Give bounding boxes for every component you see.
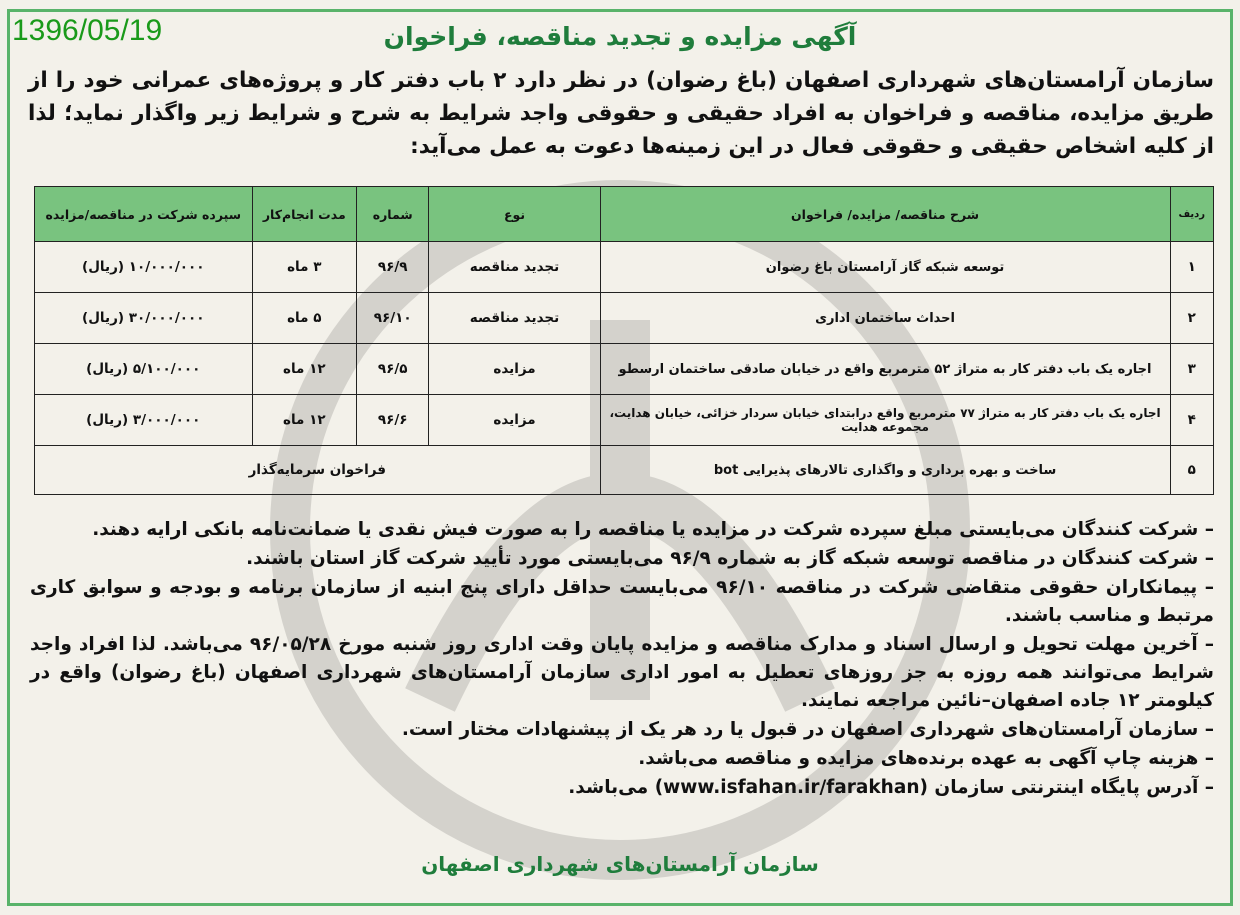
condition-item: – سازمان آرامستان‌های شهرداری اصفهان در قبول یا رد هر یک از پیشنهادات مختار است. — [401, 719, 1214, 740]
row-description: اجاره یک باب دفتر کار به متراژ ۷۷ مترمربع واقع درابتدای خیابان سردار خزائی، خیابان هدایت، مجموعه هدایت — [600, 395, 1170, 446]
condition-item: – شرکت کنندگان در مناقصه توسعه شبکه گاز به شماره ۹۶/۹ می‌بایستی مورد تأیید شرکت گاز استان باشند. — [246, 548, 1214, 569]
row-description: اجاره یک باب دفتر کار به متراژ ۵۲ مترمربع واقع در خیابان صادقی ساختمان ارسطو — [600, 344, 1170, 395]
row-number: ۴ — [1170, 395, 1214, 446]
header-row-number: ردیف — [1170, 187, 1214, 242]
row-description: ساخت و بهره برداری و واگذاری تالارهای پذیرایی bot — [600, 446, 1170, 495]
footer-organization: سازمان آرامستان‌های شهرداری اصفهان — [421, 852, 819, 876]
row-tender-number: ۹۶/۹ — [356, 242, 429, 293]
row-deposit: ۵/۱۰۰/۰۰۰ (ریال) — [35, 344, 253, 395]
date-stamp: 1396/05/19 — [12, 14, 163, 47]
condition-item: – آخرین مهلت تحویل و ارسال اسناد و مدارک مناقصه و مزایده پایان وقت اداری روز شنبه مورخ ۹۶/۰۵/۲۸ می‌باشد. لذا افراد واجد شرایط می‌توانند همه روزه به جز روزهای تعطیل به امور اداری سازمان آرامستان‌های شهرداری اصفهان (باغ رضوان) واقع در کیلومتر ۱۲ جاده اصفهان–نائین مراجعه نمایند. — [30, 634, 1214, 711]
table-row-investor-call — [35, 446, 1214, 495]
row-duration: ۱۲ ماه — [252, 395, 356, 446]
condition-item: – هزینه چاپ آگهی به عهده برنده‌های مزایده و مناقصه می‌باشد. — [638, 748, 1214, 769]
row-type: تجدید مناقصه — [429, 242, 600, 293]
row-type: مزایده — [429, 344, 600, 395]
table-row — [35, 293, 1214, 344]
row-duration: ۳ ماه — [252, 242, 356, 293]
row-deposit: ۱۰/۰۰۰/۰۰۰ (ریال) — [35, 242, 253, 293]
row-tender-number: ۹۶/۵ — [356, 344, 429, 395]
row-deposit: ۳۰/۰۰۰/۰۰۰ (ریال) — [35, 293, 253, 344]
row-number: ۳ — [1170, 344, 1214, 395]
table-row — [35, 344, 1214, 395]
row-number: ۵ — [1170, 446, 1214, 495]
ad-title: آگهی مزایده و تجدید مناقصه، فراخوان — [383, 22, 857, 51]
row-investor-call-note: فراخوان سرمایه‌گذار — [35, 446, 601, 495]
header-duration: مدت انجام‌کار — [252, 187, 356, 242]
condition-item: – پیمانکاران حقوقی متقاضی شرکت در مناقصه ۹۶/۱۰ می‌بایست حداقل دارای پنج ابنیه از سازمان برنامه و بودجه و سوابق کاری مرتبط و مناسب باشند. — [30, 577, 1214, 626]
conditions-list — [30, 516, 1214, 803]
items-table — [34, 186, 1214, 495]
condition-item: – شرکت کنندگان می‌بایستی مبلغ سپرده شرکت در مزایده یا مناقصه را به صورت فیش نقدی یا ضمانت‌نامه بانکی ارایه دهند. — [92, 519, 1214, 540]
row-number: ۱ — [1170, 242, 1214, 293]
row-deposit: ۳/۰۰۰/۰۰۰ (ریال) — [35, 395, 253, 446]
header-type: نوع — [429, 187, 600, 242]
row-number: ۲ — [1170, 293, 1214, 344]
row-type: تجدید مناقصه — [429, 293, 600, 344]
header-deposit: سپرده شرکت در مناقصه/مزایده — [35, 187, 253, 242]
row-description: احداث ساختمان اداری — [600, 293, 1170, 344]
table-row — [35, 395, 1214, 446]
row-description: توسعه شبکه گاز آرامستان باغ رضوان — [600, 242, 1170, 293]
condition-item-website: – آدرس پایگاه اینترنتی سازمان (www.isfahan.ir/farakhan) می‌باشد. — [568, 777, 1214, 798]
header-description: شرح مناقصه/ مزایده/ فراخوان — [600, 187, 1170, 242]
table-header-row — [35, 187, 1214, 242]
table-row — [35, 242, 1214, 293]
intro-paragraph: سازمان آرامستان‌های شهرداری اصفهان (باغ رضوان) در نظر دارد ۲ باب دفتر کار و پروژه‌های عمرانی خود را از طریق مزایده، مناقصه و فراخوان به افراد حقیقی و حقوقی واجد شرایط به شرح و شرایط زیر واگذار نماید؛ لذا از کلیه اشخاص حقیقی و حقوقی فعال در این زمینه‌ها دعوت به عمل می‌آید: — [28, 68, 1214, 159]
row-type: مزایده — [429, 395, 600, 446]
row-duration: ۵ ماه — [252, 293, 356, 344]
row-tender-number: ۹۶/۶ — [356, 395, 429, 446]
row-duration: ۱۲ ماه — [252, 344, 356, 395]
header-number: شماره — [356, 187, 429, 242]
row-tender-number: ۹۶/۱۰ — [356, 293, 429, 344]
